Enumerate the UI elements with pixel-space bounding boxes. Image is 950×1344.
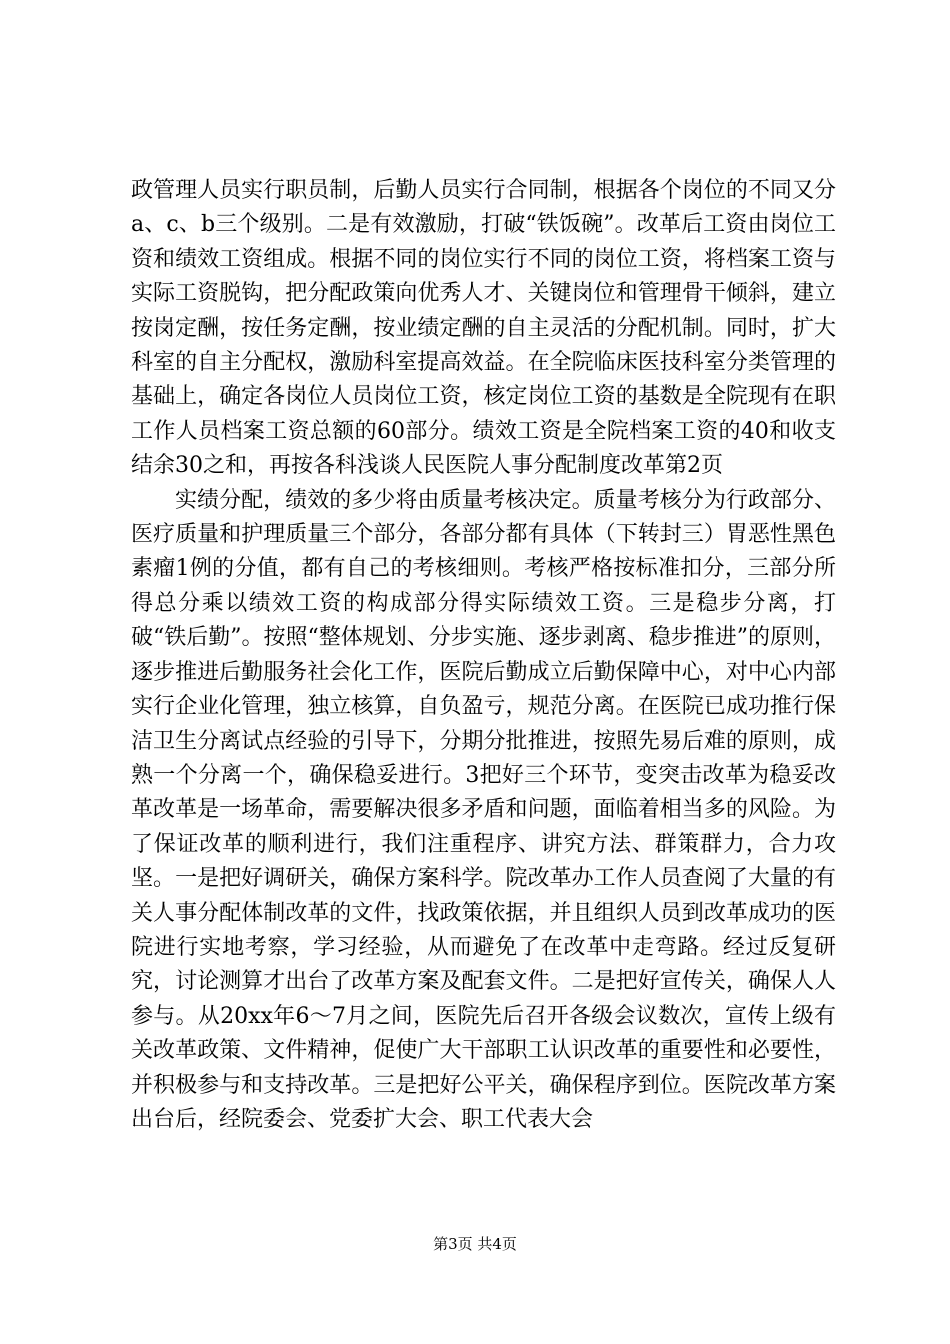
paragraph-1: 政管理人员实行职员制，后勤人员实行合同制，根据各个岗位的不同又分a、c、b三个级别。二是有效激励，打破“铁饭碗”。改革后工资由岗位工资和绩效工资组成。根据不同的岗位实行不同的岗位工资，将档案工资与实际工资脱钩，把分配政策向优秀人才、关键岗位和管理骨干倾斜，建立按岗定酬，按任务定酬，按业绩定酬的自主灵活的分配机制。同时，扩大科室的自主分配权，激励科室提高效益。在全院临床医技科室分类管理的基础上，确定各岗位人员岗位工资，核定岗位工资的基数是全院现有在职工作人员档案工资总额的60部分。绩效工资是全院档案工资的40和收支结余30之和，再按各科浅谈人民医院人事分配制度改革第2页 [131,178,836,479]
page-footer: 第3页 共4页 [433,1235,517,1253]
paragraph-2: 实绩分配，绩效的多少将由质量考核决定。质量考核分为行政部分、医疗质量和护理质量三个部分，各部分都有具体（下转封三）胃恶性黑色素瘤1例的分值，都有自己的考核细则。考核严格按标准扣分，三部分所得总分乘以绩效工资的构成部分得实际绩效工资。三是稳步分离，打破“铁后勤”。按照“整体规划、分步实施、逐步剥离、稳步推进”的原则，逐步推进后勤服务社会化工作，医院后勤成立后勤保障中心，对中心内部实行企业化管理，独立核算，自负盈亏，规范分离。在医院已成功推行保洁卫生分离试点经验的引导下，分期分批推进，按照先易后难的原则，成熟一个分离一个，确保稳妥进行。3把好三个环节，变突击改革为稳妥改革改革是一场革命，需要解决很多矛盾和问题，面临着相当多的风险。为了保证改革的顺利进行，我们注重程序、讲究方法、群策群力，合力攻坚。一是把好调研关，确保方案科学。院改革办工作人员查阅了大量的有关人事分配体制改革的文件，找政策依据，并且组织人员到改革成功的医院进行实地考察，学习经验，从而避免了在改革中走弯路。经过反复研究，讨论测算才出台了改革方案及配套文件。二是把好宣传关，确保人人参与。从20xx年6～7月之间，医院先后召开各级会议数次，宣传上级有关改革政策、文件精神，促使广大干部职工认识改革的重要性和必要性，并积极参与和支持改革。三是把好公平关，确保程序到位。医院改革方案出台后，经院委会、党委扩大会、职工代表大会 [131,487,836,1132]
document-body [131,174,836,1137]
